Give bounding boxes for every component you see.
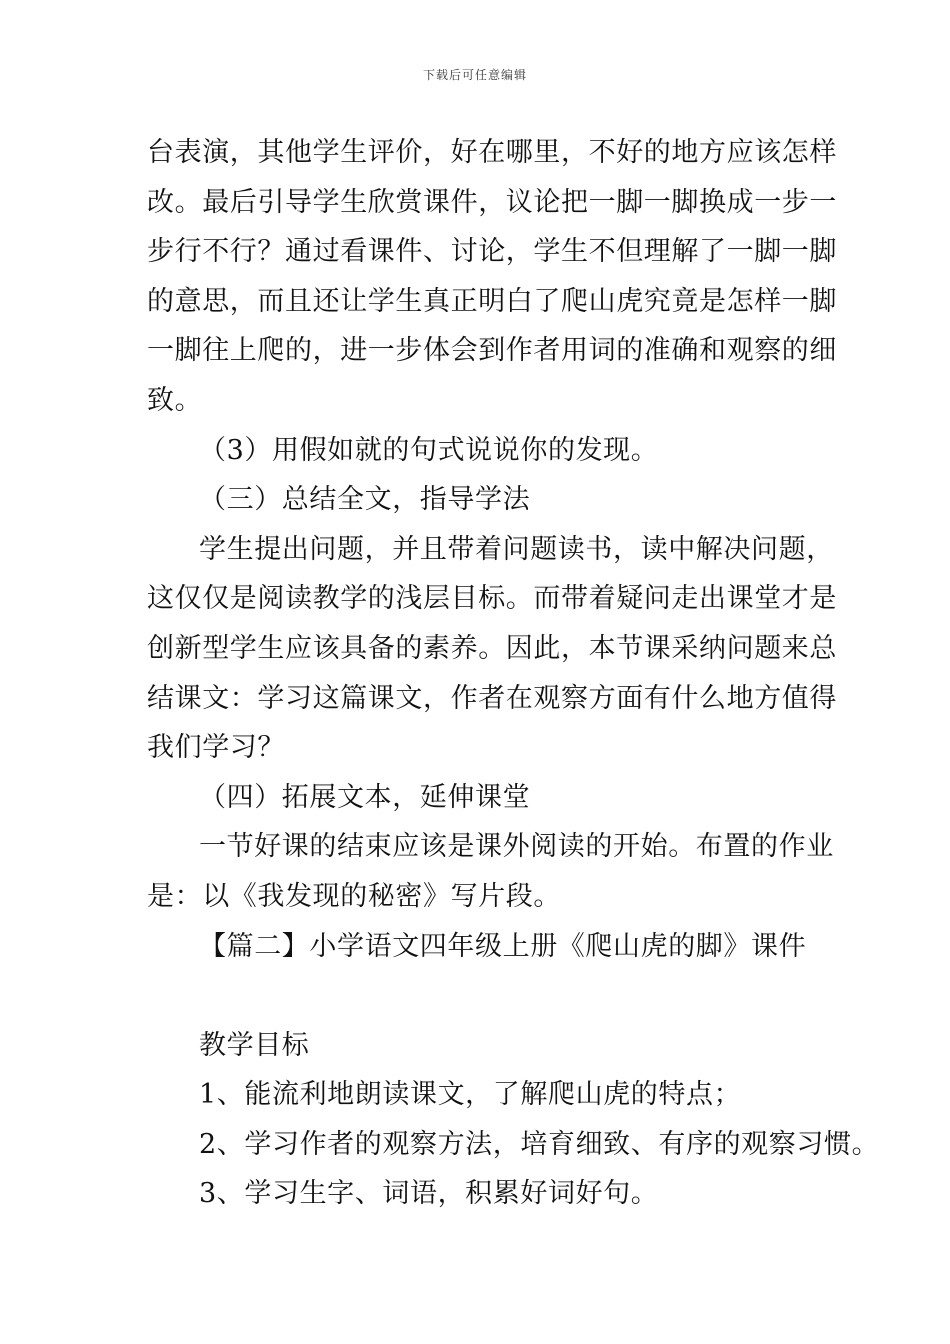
paragraph-line: 创新型学生应该具备的素养。因此，本节课采纳问题来总: [147, 632, 837, 664]
paragraph-line: 的意思，而且还让学生真正明白了爬山虎究竟是怎样一脚: [147, 285, 837, 317]
paragraph-line: 我们学习？: [147, 732, 285, 764]
paragraph-line: 结课文：学习这篇课文，作者在观察方面有什么地方值得: [147, 682, 837, 714]
blank-line: [147, 971, 811, 1021]
page-header: 下载后可任意编辑: [422, 68, 527, 82]
objective-item: 2、学习作者的观察方法，培育细致、有序的观察习惯。: [199, 1128, 880, 1160]
section-heading: （三）总结全文，指导学法: [199, 484, 531, 516]
paragraph-line: 一脚往上爬的，进一步体会到作者用词的准确和观察的细: [147, 335, 837, 367]
paragraph-line: 改。最后引导学生欣赏课件，议论把一脚一脚换成一步一: [147, 186, 837, 218]
document-body: [147, 128, 880, 1219]
paragraph-line: 一节好课的结束应该是课外阅读的开始。布置的作业: [199, 831, 834, 863]
subsection-title: 教学目标: [199, 1029, 310, 1061]
section-heading: （四）拓展文本，延伸课堂: [199, 781, 531, 813]
objective-item: 1、能流利地朗读课文，了解爬山虎的特点；: [199, 1079, 742, 1111]
step-heading: （3）用假如就的句式说说你的发现。: [199, 434, 659, 466]
chapter-title: 【篇二】小学语文四年级上册《爬山虎的脚》课件: [199, 930, 807, 962]
objective-item: 3、学习生字、词语，积累好词好句。: [199, 1178, 659, 1210]
paragraph-line: 台表演，其他学生评价，好在哪里，不好的地方应该怎样: [147, 137, 837, 168]
paragraph-line: 是：以《我发现的秘密》写片段。: [147, 880, 561, 912]
paragraph-line: 步行不行？通过看课件、讨论，学生不但理解了一脚一脚: [147, 236, 837, 268]
paragraph-line: 致。: [147, 384, 203, 416]
paragraph-line: 这仅仅是阅读教学的浅层目标。而带着疑问走出课堂才是: [147, 583, 837, 615]
paragraph-line: 学生提出问题，并且带着问题读书，读中解决问题，: [199, 533, 834, 565]
